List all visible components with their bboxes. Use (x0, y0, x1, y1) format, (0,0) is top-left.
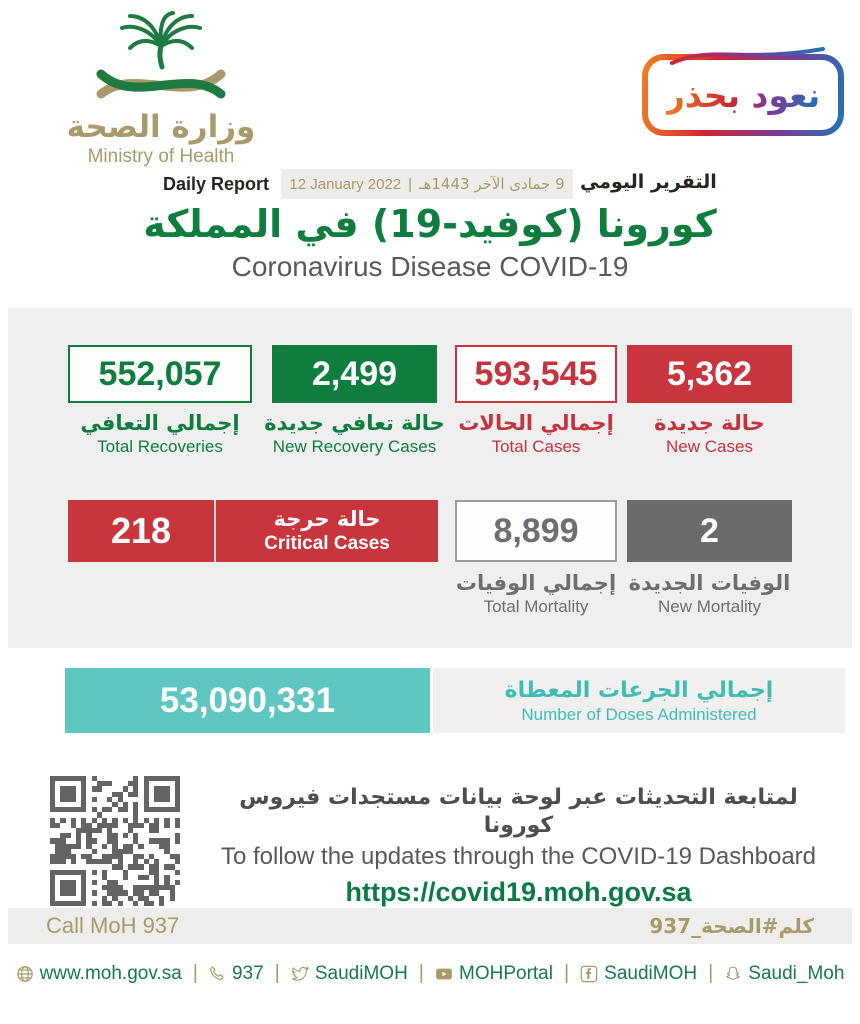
footer-website: www.moh.gov.sa (16, 963, 182, 985)
youtube-icon (435, 965, 453, 983)
doses-administered-value: 53,090,331 (65, 668, 430, 733)
report-date-hijri: 9 جمادى الآخر 1443هـ (419, 175, 565, 193)
daily-report-label-en: Daily Report (163, 174, 270, 194)
total-mortality-label: إجمالي الوفيات Total Mortality (455, 571, 617, 616)
dashboard-line-arabic: لمتابعة التحديثات عبر لوحة بيانات مستجدات فيروس كورونا (239, 785, 798, 838)
new-recovery-cases-value: 2,499 (272, 345, 437, 403)
badge-swoosh-icon (668, 43, 828, 69)
footer-twitter: SaudiMOH (291, 963, 408, 985)
new-cases-value: 5,362 (627, 345, 792, 403)
footer-snapchat: Saudi_Moh (724, 963, 844, 985)
total-cases-label: إجمالي الحالات Total Cases (458, 411, 614, 456)
footer-phone: 937 (209, 963, 264, 985)
twitter-icon (291, 965, 309, 983)
moh-logo (36, 10, 286, 168)
footer-divider: | (192, 962, 198, 984)
dashboard-info (205, 784, 832, 908)
new-mortality-label: الوفيات الجديدة New Mortality (628, 571, 791, 616)
call-moh-hashtag: كلم#الصحة_937 (649, 914, 814, 938)
doses-administered-label: إجمالي الجرعات المعطاة Number of Doses Administered (433, 668, 845, 733)
critical-cases-box (68, 500, 438, 562)
new-mortality-value: 2 (627, 500, 792, 562)
call-moh-strip (8, 908, 852, 944)
globe-icon (16, 965, 34, 983)
report-date-box (281, 169, 573, 199)
snapchat-icon (724, 965, 742, 983)
social-footer (0, 962, 860, 985)
logo-english-name: Ministry of Health (87, 146, 235, 167)
moh-emblem-icon (76, 10, 246, 110)
dashboard-url-link[interactable]: https://covid19.moh.gov.sa (345, 877, 692, 907)
new-cases-label: حالة جديدة New Cases (654, 411, 765, 456)
footer-youtube: MOHPortal (435, 963, 553, 985)
badge-slogan: نعود بحذر (665, 75, 821, 115)
facebook-icon (580, 965, 598, 983)
logo-arabic-name: وزارة الصحة (66, 109, 256, 145)
page-title-english: Coronavirus Disease COVID-19 (231, 251, 629, 282)
dashboard-line-english: To follow the updates through the COVID-19 Dashboard (220, 843, 817, 870)
footer-facebook: SaudiMOH (580, 963, 697, 985)
critical-cases-value: 218 (68, 500, 216, 562)
footer-divider: | (418, 962, 424, 984)
total-recoveries-label: إجمالي التعافي Total Recoveries (80, 411, 240, 456)
footer-divider: | (563, 962, 570, 984)
critical-cases-label: حالة حرجة Critical Cases (264, 507, 390, 554)
footer-divider: | (274, 962, 280, 984)
total-cases-value: 593,545 (455, 345, 617, 403)
call-moh-english: Call MoH 937 (46, 913, 180, 938)
phone-icon (209, 965, 226, 982)
qr-code (50, 776, 180, 906)
daily-report-label-ar: التقرير اليومي (580, 171, 717, 193)
new-recovery-cases-label: حالة تعافي جديدة New Recovery Cases (264, 411, 445, 456)
total-mortality-value: 8,899 (455, 500, 617, 562)
footer-divider: | (708, 962, 714, 984)
page-title-arabic: كورونا (كوفيد-19) في المملكة (143, 202, 717, 246)
date-separator: | (408, 175, 413, 193)
report-date-gregorian: 12 January 2022 (289, 175, 402, 193)
total-recoveries-value: 552,057 (68, 345, 252, 403)
return-with-caution-badge (642, 54, 844, 136)
